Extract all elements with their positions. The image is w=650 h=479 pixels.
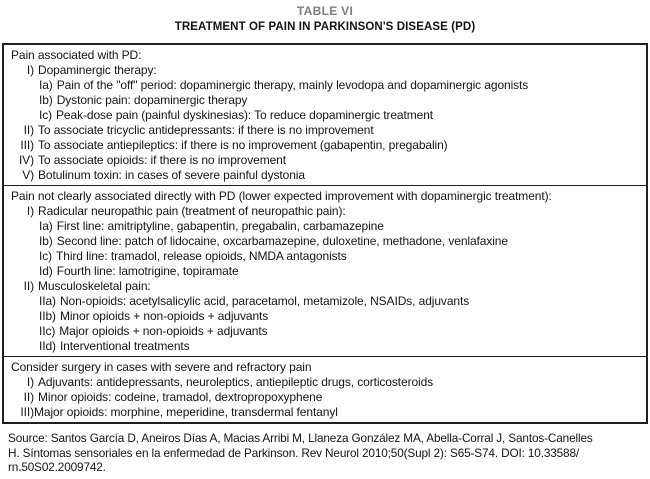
table-row bbox=[39, 219, 640, 234]
item-text: Dopaminergic therapy: bbox=[38, 63, 157, 77]
table-row bbox=[39, 78, 640, 93]
item-text: Consider surgery in cases with severe and refractory pain bbox=[11, 360, 312, 374]
item-numeral: Ia) bbox=[39, 219, 53, 233]
table-row bbox=[10, 63, 640, 78]
item-text: Pain not clearly associated directly with PD (lower expected improvement with dopaminergic treatment): bbox=[11, 189, 552, 203]
item-text: Dystonic pain: dopaminergic therapy bbox=[56, 93, 248, 107]
table-row bbox=[10, 360, 640, 375]
table-row bbox=[10, 279, 640, 294]
item-text: Pain associated with PD: bbox=[11, 48, 142, 62]
table-row bbox=[39, 309, 640, 324]
table-row bbox=[10, 123, 640, 138]
item-numeral: Id) bbox=[39, 264, 53, 278]
item-numeral: Ib) bbox=[39, 234, 53, 248]
item-numeral: Ib) bbox=[39, 93, 53, 107]
item-numeral: IIb) bbox=[39, 309, 56, 323]
table-row bbox=[10, 138, 640, 153]
table-row bbox=[39, 264, 640, 279]
item-numeral: II) bbox=[23, 123, 34, 137]
table-row bbox=[39, 339, 640, 354]
item-text: Second line: patch of lidocaine, oxcarbamazepine, duloxetine, methadone, venlafaxine bbox=[56, 234, 508, 248]
item-text: Non-opioids: acetylsalicylic acid, paracetamol, metamizole, NSAIDs, adjuvants bbox=[59, 294, 470, 308]
table-number: TABLE VI bbox=[296, 4, 354, 18]
table-header bbox=[2, 4, 648, 35]
item-numeral: III) bbox=[20, 138, 34, 152]
table-row bbox=[10, 204, 640, 219]
table-row bbox=[39, 108, 640, 123]
table-section-3 bbox=[4, 356, 646, 422]
item-text: To associate tricyclic antidepressants: if there is no improvement bbox=[38, 123, 374, 137]
item-text: First line: amitriptyline, gabapentin, pregabalin, carbamazepine bbox=[56, 219, 384, 233]
table-row bbox=[10, 153, 640, 168]
table-section-1 bbox=[4, 45, 646, 185]
item-text: Minor opioids + non-opioids + adjuvants bbox=[59, 309, 269, 323]
source-line: rn.50S02.2009742. bbox=[8, 460, 106, 474]
table-row bbox=[10, 390, 640, 405]
source-line: H. Síntomas sensoriales en la enfermedad de Parkinson. Rev Neurol 2010;50(Supl 2): S65-S74. DOI: 10.33588/ bbox=[8, 445, 580, 460]
item-text: Major opioids: morphine, meperidine, transdermal fentanyl bbox=[34, 405, 338, 419]
item-numeral: IIc) bbox=[39, 324, 56, 338]
item-numeral: Ic) bbox=[39, 108, 53, 122]
table-row bbox=[10, 405, 640, 420]
treatment-table bbox=[2, 43, 648, 424]
item-text: Third line: tramadol, release opioids, NMDA antagonists bbox=[56, 249, 347, 263]
table-section-2 bbox=[4, 185, 646, 356]
table-row bbox=[39, 234, 640, 249]
item-text: To associate antiepileptics: if there is no improvement (gabapentin, pregabalin) bbox=[38, 138, 448, 152]
table-caption: TREATMENT OF PAIN IN PARKINSON'S DISEASE (PD) bbox=[174, 21, 476, 33]
item-numeral: II) bbox=[23, 390, 34, 404]
item-text: Major opioids + non-opioids + adjuvants bbox=[59, 324, 268, 338]
table-row bbox=[39, 324, 640, 339]
item-numeral: IIa) bbox=[39, 294, 56, 308]
table-row bbox=[10, 168, 640, 183]
item-numeral: V) bbox=[22, 168, 34, 182]
item-text: To associate opioids: if there is no improvement bbox=[38, 153, 286, 167]
item-text: Pain of the "off" period: dopaminergic therapy, mainly levodopa and dopaminergic agonists bbox=[56, 78, 529, 92]
source-line: Source: Santos García D, Aneiros Días A, Macias Arribi M, Llaneza González MA, Abella-Corral J, Santos-Canelles bbox=[8, 431, 593, 445]
table-row bbox=[39, 93, 640, 108]
table-row bbox=[39, 249, 640, 264]
item-numeral: I) bbox=[26, 375, 34, 389]
item-numeral: III) bbox=[20, 405, 34, 419]
source-citation bbox=[2, 431, 648, 475]
item-text: Interventional treatments bbox=[59, 339, 190, 353]
table-row bbox=[10, 48, 640, 63]
item-text: Peak-dose pain (painful dyskinesias): To reduce dopaminergic treatment bbox=[56, 108, 434, 122]
item-numeral: IId) bbox=[39, 339, 56, 353]
item-text: Minor opioids: codeine, tramadol, dextropropoxyphene bbox=[38, 390, 323, 404]
item-text: Musculoskeletal pain: bbox=[38, 279, 151, 293]
item-numeral: Ic) bbox=[39, 249, 53, 263]
item-numeral: I) bbox=[26, 63, 34, 77]
item-text: Adjuvants: antidepressants, neuroleptics, antiepileptic drugs, corticosteroids bbox=[38, 375, 434, 389]
table-row bbox=[10, 375, 640, 390]
item-text: Fourth line: lamotrigine, topiramate bbox=[56, 264, 239, 278]
item-text: Radicular neuropathic pain (treatment of neuropathic pain): bbox=[38, 204, 346, 218]
item-numeral: I) bbox=[26, 204, 34, 218]
item-numeral: IV) bbox=[18, 153, 34, 167]
table-row bbox=[39, 294, 640, 309]
item-text: Botulinum toxin: in cases of severe painful dystonia bbox=[38, 168, 305, 182]
item-numeral: II) bbox=[23, 279, 34, 293]
table-row bbox=[10, 189, 640, 204]
item-numeral: Ia) bbox=[39, 78, 53, 92]
